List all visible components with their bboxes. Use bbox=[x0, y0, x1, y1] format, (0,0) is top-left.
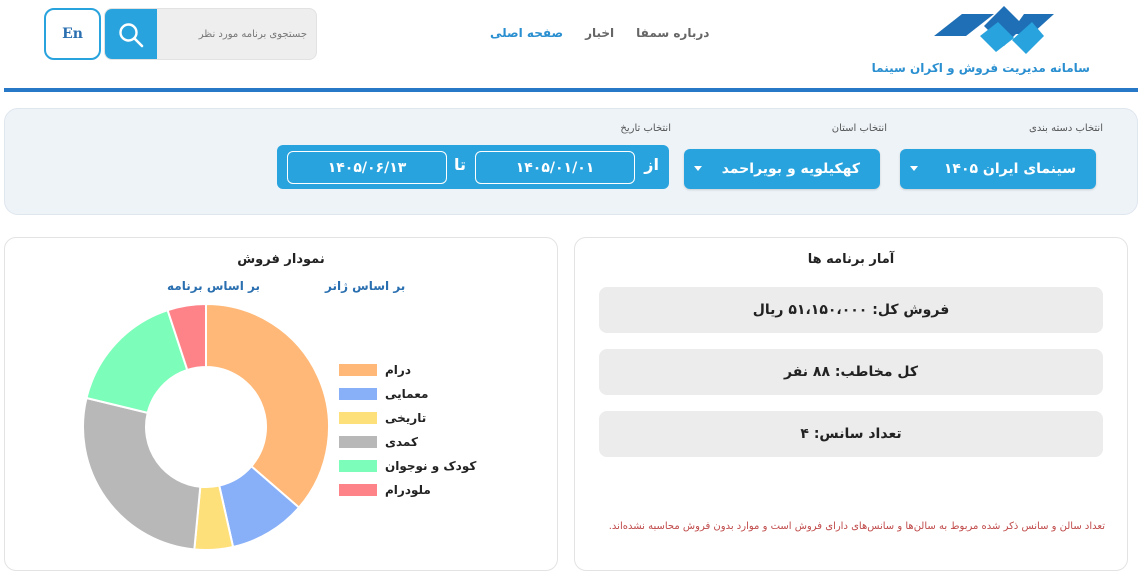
filter-panel bbox=[4, 108, 1138, 215]
category-label: انتخاب دسته بندی bbox=[1029, 123, 1103, 134]
legend-item[interactable] bbox=[339, 358, 476, 382]
legend-item[interactable] bbox=[339, 406, 476, 430]
nav-news[interactable]: اخبار bbox=[585, 26, 615, 40]
chevron-down-icon bbox=[910, 166, 918, 171]
by-genre-link[interactable]: بر اساس ژانر bbox=[325, 279, 406, 293]
search-box bbox=[104, 8, 317, 60]
session-count-box: تعداد سانس: ۴ bbox=[599, 411, 1103, 457]
province-label: انتخاب استان bbox=[831, 123, 887, 134]
site-title: سامانه مدیریت فروش و اکران سینما bbox=[871, 61, 1090, 75]
from-label: از bbox=[644, 155, 659, 174]
search-input[interactable] bbox=[157, 9, 317, 59]
legend-item[interactable] bbox=[339, 454, 476, 478]
search-button[interactable] bbox=[105, 9, 157, 60]
donut-slice[interactable] bbox=[83, 398, 200, 549]
stats-card bbox=[574, 237, 1128, 571]
logo-icon bbox=[928, 4, 1058, 56]
total-sales-box: فروش کل: ۵۱،۱۵۰،۰۰۰ ریال bbox=[599, 287, 1103, 333]
search-icon bbox=[117, 21, 145, 49]
language-button[interactable]: En bbox=[44, 8, 101, 60]
donut-slice[interactable] bbox=[206, 304, 329, 508]
chart-title: نمودار فروش bbox=[237, 252, 325, 267]
nav-home[interactable]: صفحه اصلی bbox=[490, 26, 564, 40]
legend-swatch bbox=[339, 388, 377, 400]
legend-label: کودک و نوجوان bbox=[385, 459, 477, 473]
province-value: کهکیلویه و بویراحمد bbox=[721, 161, 860, 177]
category-value: سینمای ایران ۱۴۰۵ bbox=[943, 161, 1076, 177]
site-header bbox=[4, 0, 1138, 92]
sales-donut-chart bbox=[81, 302, 331, 552]
legend-label: کمدی bbox=[385, 435, 418, 449]
chart-legend bbox=[339, 358, 476, 502]
stats-title: آمار برنامه ها bbox=[807, 252, 895, 267]
legend-item[interactable] bbox=[339, 478, 476, 502]
legend-swatch bbox=[339, 412, 377, 424]
nav-about[interactable]: درباره سمفا bbox=[636, 26, 710, 40]
legend-label: درام bbox=[385, 363, 411, 377]
date-from-input[interactable] bbox=[475, 151, 635, 184]
stats-note: تعداد سالن و سانس ذکر شده مربوط به سالن‌ها و سانس‌های دارای فروش است و موارد بدون فروش محاسبه نشده‌اند. bbox=[608, 521, 1105, 532]
date-to-input[interactable] bbox=[287, 151, 447, 184]
legend-label: ملودرام bbox=[385, 483, 431, 497]
legend-item[interactable] bbox=[339, 382, 476, 406]
legend-swatch bbox=[339, 364, 377, 376]
legend-item[interactable] bbox=[339, 430, 476, 454]
main-nav bbox=[490, 26, 709, 40]
date-label: انتخاب تاریخ bbox=[620, 123, 671, 134]
to-label: تا bbox=[454, 155, 467, 174]
chevron-down-icon bbox=[694, 166, 702, 171]
sales-chart-card bbox=[4, 237, 558, 571]
province-dropdown[interactable] bbox=[684, 149, 880, 189]
legend-swatch bbox=[339, 436, 377, 448]
legend-label: معمایی bbox=[385, 387, 429, 401]
category-dropdown[interactable] bbox=[900, 149, 1096, 189]
date-range bbox=[277, 145, 669, 189]
total-audience-box: کل مخاطب: ۸۸ نفر bbox=[599, 349, 1103, 395]
by-program-link[interactable]: بر اساس برنامه bbox=[167, 279, 260, 293]
legend-label: تاریخی bbox=[385, 411, 427, 425]
legend-swatch bbox=[339, 484, 377, 496]
legend-swatch bbox=[339, 460, 377, 472]
